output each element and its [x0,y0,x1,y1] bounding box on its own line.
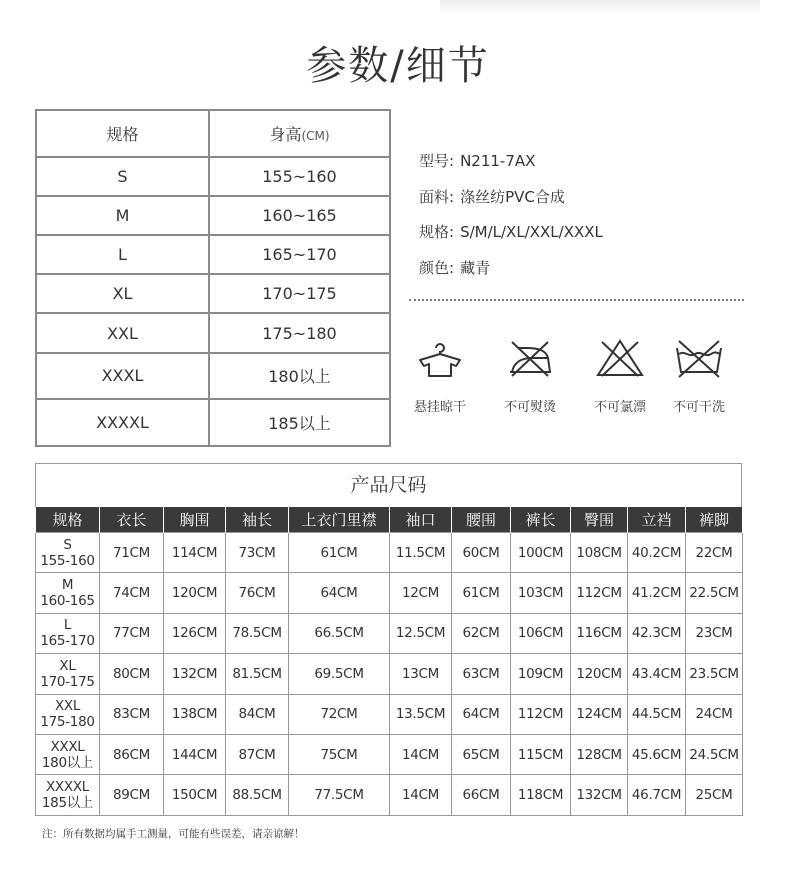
measurement-cell: 87CM [226,734,289,774]
measurement-cell: 77.5CM [289,775,390,815]
spec-size: XXXXL [36,399,209,446]
table-row [36,533,743,573]
spec-height: 175~180 [209,313,390,352]
col-header: 裤脚 [686,507,743,533]
measurement-cell: 126CM [164,613,226,653]
measurement-cell: 11.5CM [390,533,452,573]
measurement-cell: 66.5CM [289,613,390,653]
measurement-cell: 103CM [511,573,571,613]
measurement-cell: 112CM [571,573,628,613]
spec-row [36,235,390,274]
measurement-cell: 74CM [100,573,164,613]
size-code: XL [59,657,76,674]
spec-size: XXXL [36,353,209,400]
info-model [419,150,603,186]
info-value: 涤丝纺PVC合成 [460,187,565,206]
spec-header-height-unit: (CM) [301,128,330,143]
measurement-cell: 109CM [511,654,571,694]
measurement-cell: 13.5CM [390,694,452,734]
size-cell [36,775,100,815]
spec-row [36,399,390,446]
measurement-cell: 45.6CM [628,734,686,774]
spec-header-row [36,110,390,157]
col-header: 袖口 [390,507,452,533]
col-header: 袖长 [226,507,289,533]
measurement-cell: 24.5CM [686,734,743,774]
measurement-cell: 22.5CM [686,573,743,613]
product-size-body [36,533,743,816]
size-cell [36,613,100,653]
measurement-cell: 118CM [511,775,571,815]
info-fabric [419,186,603,222]
size-height-range: 185以上 [41,795,94,812]
measurement-cell: 86CM [100,734,164,774]
spec-row [36,157,390,196]
col-header: 胸围 [164,507,226,533]
care-label: 不可氯漂 [593,400,646,415]
measurement-cell: 144CM [164,734,226,774]
table-row [36,573,743,613]
measurement-cell: 12CM [390,573,452,613]
measurement-cell: 83CM [100,694,164,734]
measurement-cell: 61CM [289,533,390,573]
measurement-cell: 69.5CM [289,654,390,694]
care-no-iron [485,338,575,415]
measurement-cell: 73CM [226,533,289,573]
size-cell [36,654,100,694]
measurement-cell: 115CM [511,734,571,774]
measurement-cell: 12.5CM [390,613,452,653]
measurement-cell: 25CM [686,775,743,815]
measurement-cell: 88.5CM [226,775,289,815]
measurement-cell: 84CM [226,694,289,734]
care-label: 不可干洗 [672,400,725,415]
measurement-cell: 120CM [164,573,226,613]
spec-height: 170~175 [209,274,390,313]
measurement-cell: 78.5CM [226,613,289,653]
info-label: 型号: [419,152,455,170]
divider [409,299,744,301]
measurement-cell: 64CM [289,573,390,613]
measurement-cell: 100CM [511,533,571,573]
spec-height: 180以上 [209,353,390,400]
size-code: S [63,536,72,553]
measurement-cell: 106CM [511,613,571,653]
size-height-range: 180以上 [41,754,94,771]
measurement-cell: 81.5CM [226,654,289,694]
col-header: 规格 [36,507,100,533]
measurement-cell: 23CM [686,613,743,653]
measurement-cell: 42.3CM [628,613,686,653]
measurement-cell: 128CM [571,734,628,774]
care-no-bleach [575,338,665,415]
col-header: 裤长 [511,507,571,533]
page-title: 参数/细节 [306,43,490,89]
info-label: 颜色: [419,258,455,277]
measurement-cell: 138CM [164,694,226,734]
hang-dry-icon [412,338,468,378]
measurement-cell: 72CM [289,694,390,734]
measurement-cell: 66CM [452,775,511,815]
product-size-title: 产品尺码 [35,463,742,507]
product-size-section [35,463,742,816]
measurement-cell: 80CM [100,654,164,694]
measurement-cell: 63CM [452,654,511,694]
table-row [36,694,743,734]
measurement-cell: 43.4CM [628,654,686,694]
measurement-cell: 23.5CM [686,654,743,694]
size-height-range: 165-170 [40,633,95,650]
info-color [419,257,603,293]
no-bleach-icon [592,338,648,378]
measurement-cell: 22CM [686,533,743,573]
spec-header-size: 规格 [36,110,209,157]
spec-row [36,196,390,235]
measurement-cell: 132CM [164,654,226,694]
table-row [36,654,743,694]
measurement-cell: 61CM [452,573,511,613]
size-code: M [61,577,74,594]
measurement-cell: 116CM [571,613,628,653]
measurement-cell: 75CM [289,734,390,774]
care-no-dry-clean [654,338,744,415]
measurement-cell: 41.2CM [628,573,686,613]
col-header: 衣长 [100,507,164,533]
spec-row [36,353,390,400]
table-row [36,734,743,774]
measurement-cell: 14CM [390,775,452,815]
info-value: N211-7AX [460,152,536,170]
top-decoration [440,0,760,14]
size-cell [36,694,100,734]
table-row [36,775,743,815]
measurement-cell: 71CM [100,533,164,573]
spec-size: L [36,235,209,274]
size-height-range: 160-165 [40,593,95,610]
size-code: XXXXL [45,779,89,796]
spec-height: 185以上 [209,399,390,446]
product-size-table [35,507,743,816]
spec-row [36,274,390,313]
measurement-cell: 60CM [452,533,511,573]
size-code: L [63,617,72,634]
measurement-cell: 150CM [164,775,226,815]
spec-height: 155~160 [209,157,390,196]
measurement-cell: 62CM [452,613,511,653]
care-hang-dry [395,338,485,415]
size-cell [36,734,100,774]
spec-height: 160~165 [209,196,390,235]
size-height-range: 155-160 [40,552,95,569]
spec-height: 165~170 [209,235,390,274]
measurement-cell: 108CM [571,533,628,573]
spec-header-height-label: 身高 [269,124,302,144]
size-code: XXL [54,698,81,715]
size-spec-table [35,109,391,447]
measurement-cell: 132CM [571,775,628,815]
spec-size: XXL [36,313,209,352]
col-header: 臀围 [571,507,628,533]
info-label: 面料: [419,187,455,206]
measurement-cell: 13CM [390,654,452,694]
size-code: XXXL [50,738,85,755]
info-value: S/M/L/XL/XXL/XXXL [460,223,603,241]
measurement-note: 注：所有数据均属手工测量，可能有些误差，请亲谅解！ [42,828,305,840]
measurement-cell: 64CM [452,694,511,734]
size-height-range: 175-180 [40,714,95,731]
measurement-cell: 89CM [100,775,164,815]
measurement-cell: 46.7CM [628,775,686,815]
measurement-cell: 77CM [100,613,164,653]
no-dry-clean-icon [671,338,727,378]
care-label: 不可熨烫 [503,400,556,415]
product-header-row [36,507,743,533]
col-header: 上衣门里襟 [289,507,390,533]
product-info [419,150,603,292]
spec-size: M [36,196,209,235]
no-iron-icon [502,338,558,378]
measurement-cell: 44.5CM [628,694,686,734]
size-height-range: 170-175 [40,673,95,690]
measurement-cell: 120CM [571,654,628,694]
info-sizes [419,221,603,257]
info-value: 藏青 [460,258,491,277]
size-cell [36,573,100,613]
measurement-cell: 40.2CM [628,533,686,573]
col-header: 腰围 [452,507,511,533]
col-header: 立裆 [628,507,686,533]
measurement-cell: 24CM [686,694,743,734]
spec-size: XL [36,274,209,313]
measurement-cell: 76CM [226,573,289,613]
size-cell [36,533,100,573]
measurement-cell: 65CM [452,734,511,774]
care-label: 悬挂晾干 [413,400,466,415]
spec-size: S [36,157,209,196]
table-row [36,613,743,653]
measurement-cell: 124CM [571,694,628,734]
info-label: 规格: [419,223,455,241]
spec-header-height [209,110,390,157]
spec-row [36,313,390,352]
measurement-cell: 112CM [511,694,571,734]
measurement-cell: 14CM [390,734,452,774]
measurement-cell: 114CM [164,533,226,573]
